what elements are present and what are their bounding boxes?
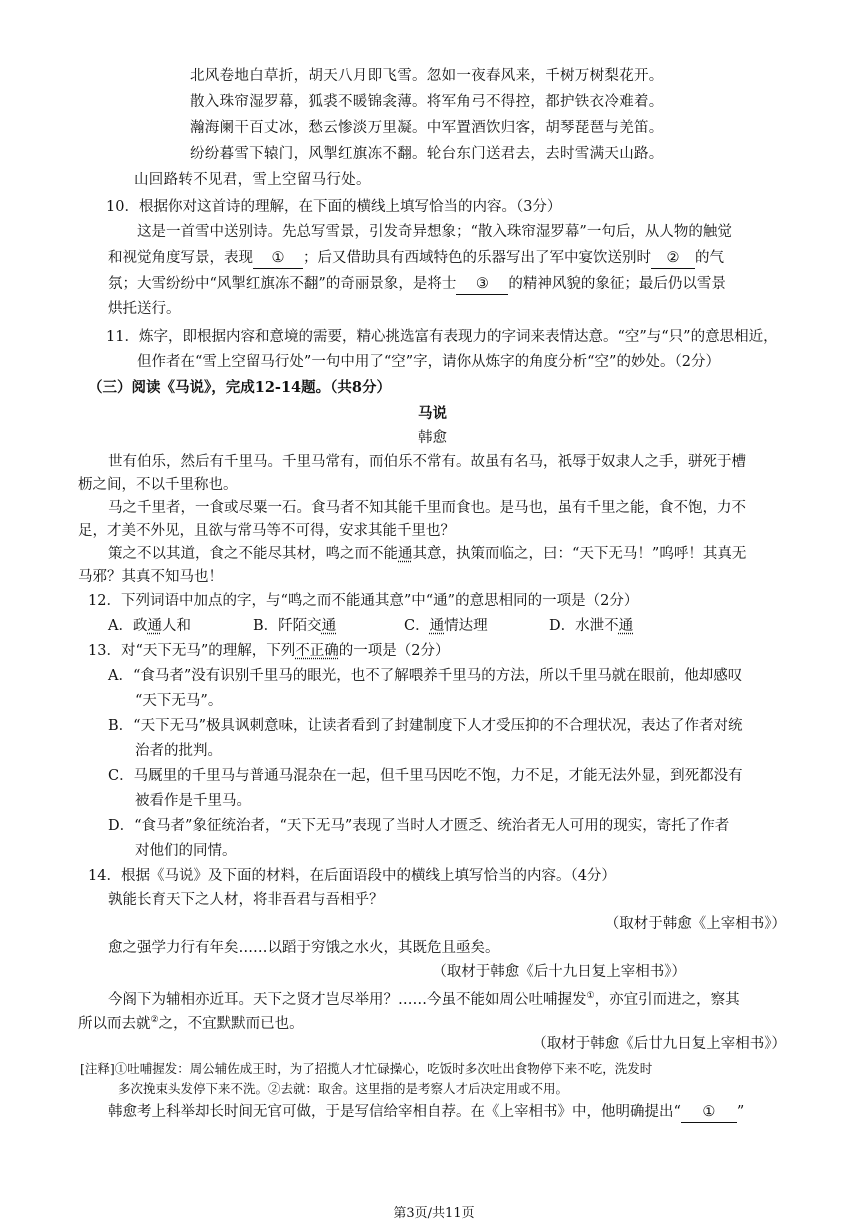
- q13-option-c-line-1[interactable]: C．马厩里的千里马与普通马混杂在一起，但千里马因吃不饱，力不足，才能无法外显，到死都没有: [108, 768, 743, 784]
- essay-author: 韩愈: [418, 430, 447, 446]
- option-text: 情达理: [444, 618, 488, 634]
- option-text: C．: [404, 618, 430, 634]
- q14-answer-line: [108, 1102, 744, 1123]
- q13-option-a-line-1[interactable]: A．“食马者”没有识别千里马的眼光，也不了解喂养千里马的方法，所以千里马就在眼前，他却感叹: [108, 668, 743, 684]
- essay-text: 策之不以其道，食之不能尽其材，鸣之而不能: [108, 546, 398, 562]
- q14-source-2: （取材于韩愈《后十九日复上宰相书》）: [432, 964, 686, 980]
- essay-para-3-line-2: 马邪？其真不知马也！: [78, 569, 223, 585]
- q14-material-2: 愈之强学力行有年矣……以蹈于穷饿之水火，其既危且亟矣。: [108, 940, 500, 956]
- option-text: A．政: [108, 618, 148, 634]
- q14-material-1: 孰能长育天下之人材，将非吾君与吾相乎？: [108, 892, 384, 908]
- q10-text: 的气: [695, 250, 724, 266]
- q14-source-1: （取材于韩愈《上宰相书》）: [604, 916, 786, 932]
- poem-line-4: 纷纷暮雪下辕门，风掣红旗冻不翻。轮台东门送君去，去时雪满天山路。: [190, 146, 664, 162]
- answer-blank-2[interactable]: ②: [651, 248, 695, 269]
- essay-para-3-line-1: [108, 544, 746, 564]
- dotted-char: 通: [398, 546, 413, 562]
- q13-text: 的一项是（2分）: [338, 643, 450, 659]
- q11-line-2: 但作者在“雪上空留马行处”一句中用了“空”字，请你从炼字的角度分析“空”的妙处。（2分）: [137, 354, 720, 370]
- answer-blank-3[interactable]: ③: [456, 274, 508, 295]
- q13-option-b-line-2: 治者的批判。: [135, 743, 222, 759]
- footnote-mark: ①: [586, 991, 595, 1001]
- page-number: 第3页/共11页: [393, 1206, 475, 1221]
- essay-para-1-line-1: 世有伯乐，然后有千里马。千里马常有，而伯乐不常有。故虽有名马，祇辱于奴隶人之手，骈死于槽: [108, 454, 746, 470]
- poem-line-5: 山回路转不见君，雪上空留马行处。: [134, 172, 371, 188]
- q10-text: ；后又借助具有西域特色的乐器写出了军中宴饮送别时: [303, 250, 651, 266]
- option-text: D．水泄不: [549, 618, 619, 634]
- essay-para-2-line-1: 马之千里者，一食或尽粟一石。食马者不知其能千里而食也。是马也，虽有千里之能，食不饱，力不: [108, 500, 746, 516]
- q14-material-3-line-2: [78, 1010, 304, 1034]
- q10-text: 和视觉角度写景，表现: [108, 250, 253, 266]
- material-text: 所以而去就: [78, 1015, 151, 1032]
- q14-material-3-line-1: [108, 986, 740, 1010]
- essay-title: 马说: [418, 405, 447, 422]
- footnote-line-1: [注释]①吐哺握发：周公辅佐成王时，为了招揽人才忙碌操心，吃饭时多次吐出食物停下来不吃，洗发时: [80, 1061, 653, 1076]
- section-3-heading: （三）阅读《马说》，完成12-14题。（共8分）: [88, 379, 391, 396]
- material-text: ，亦宜引而进之，察其: [594, 991, 740, 1008]
- q10-text: 的精神风貌的象征；最后仍以雪景: [508, 276, 726, 292]
- q10-line-2: [108, 248, 724, 269]
- q13-text: 13．对“天下无马”的理解，下列: [88, 643, 296, 659]
- q11-line-1: 11．炼字，即根据内容和意境的需要，精心挑选富有表现力的字词来表情达意。“空”与“只”的意思相近，: [106, 329, 778, 345]
- essay-text: 其意，执策而临之，曰：“天下无马！”呜呼！其真无: [412, 546, 747, 562]
- q12-option-c[interactable]: [404, 616, 488, 636]
- poem-line-1: 北风卷地白草折，胡天八月即飞雪。忽如一夜春风来，千树万树梨花开。: [190, 68, 664, 84]
- dotted-char: 通: [429, 618, 445, 634]
- material-text: 今阁下为辅相亦近耳。天下之贤才岂尽举用？……今虽不能如周公吐哺握发: [108, 991, 587, 1008]
- essay-para-2-line-2: 足，才美不外见，且欲与常马等不可得，安求其能千里也？: [78, 523, 455, 539]
- option-text: B．阡陌交: [253, 618, 322, 634]
- answer-blank-1[interactable]: ①: [253, 248, 303, 269]
- q13-option-d-line-2: 对他们的同情。: [135, 843, 237, 859]
- q12-option-d[interactable]: [549, 616, 633, 636]
- q12-stem: 12．下列词语中加点的字，与“鸣之而不能通其意”中“通”的意思相同的一项是（2分）: [88, 593, 639, 609]
- q13-stem: [88, 641, 450, 661]
- q14-stem: 14．根据《马说》及下面的材料，在后面语段中的横线上填写恰当的内容。（4分）: [88, 868, 616, 884]
- q14-text: 韩愈考上科举却长时间无官可做，于是写信给宰相自荐。在《上宰相书》中，他明确提出“: [108, 1104, 681, 1120]
- q14-source-3: （取材于韩愈《后廿九日复上宰相书》）: [532, 1036, 786, 1052]
- q10-line-4: 烘托送行。: [108, 301, 181, 317]
- material-text: 之，不宜默默而已也。: [158, 1015, 304, 1032]
- poem-line-2: 散入珠帘湿罗幕，狐裘不暖锦衾薄。将军角弓不得控，都护铁衣冷难着。: [190, 94, 664, 110]
- q10-line-3: [108, 274, 726, 295]
- q13-option-a-line-2: “天下无马”。: [135, 693, 223, 709]
- q14-text: ”: [736, 1104, 745, 1120]
- q13-option-d-line-1[interactable]: D．“食马者”象征统治者，“天下无马”表现了当时人才匮乏、统治者无人可用的现实，寄托了作者: [108, 818, 730, 834]
- option-text: 人和: [161, 618, 191, 634]
- q13-option-b-line-1[interactable]: B．“天下无马”极具讽刺意味，让读者看到了封建制度下人才受压抑的不合理状况，表达了作者对统: [108, 718, 743, 734]
- dotted-char: 通: [321, 618, 337, 634]
- q13-option-c-line-2: 被看作是千里马。: [135, 793, 251, 809]
- q10-text: 氛；大雪纷纷中“风掣红旗冻不翻”的奇丽景象，是将士: [108, 276, 457, 292]
- essay-para-1-line-2: 枥之间，不以千里称也。: [78, 477, 238, 493]
- dotted-phrase: 不正确: [295, 643, 339, 659]
- q12-option-a[interactable]: [108, 616, 191, 636]
- footnote-mark: ②: [150, 1015, 159, 1025]
- q10-line-1: 这是一首雪中送别诗。先总写雪景，引发奇异想象；“散入珠帘湿罗幕”一句后，从人物的触觉: [137, 224, 732, 240]
- dotted-char: 通: [618, 618, 634, 634]
- poem-line-3: 瀚海阑干百丈冰，愁云惨淡万里凝。中军置酒饮归客，胡琴琵琶与羌笛。: [190, 120, 664, 136]
- q10-stem: 10．根据你对这首诗的理解，在下面的横线上填写恰当的内容。（3分）: [106, 199, 562, 215]
- dotted-char: 通: [147, 618, 162, 634]
- answer-blank-1[interactable]: ①: [681, 1102, 737, 1123]
- footnote-line-2: 多次挽束头发停下来不洗。②去就：取舍。这里指的是考察人才后决定用或不用。: [118, 1081, 569, 1096]
- q12-option-b[interactable]: [253, 616, 336, 636]
